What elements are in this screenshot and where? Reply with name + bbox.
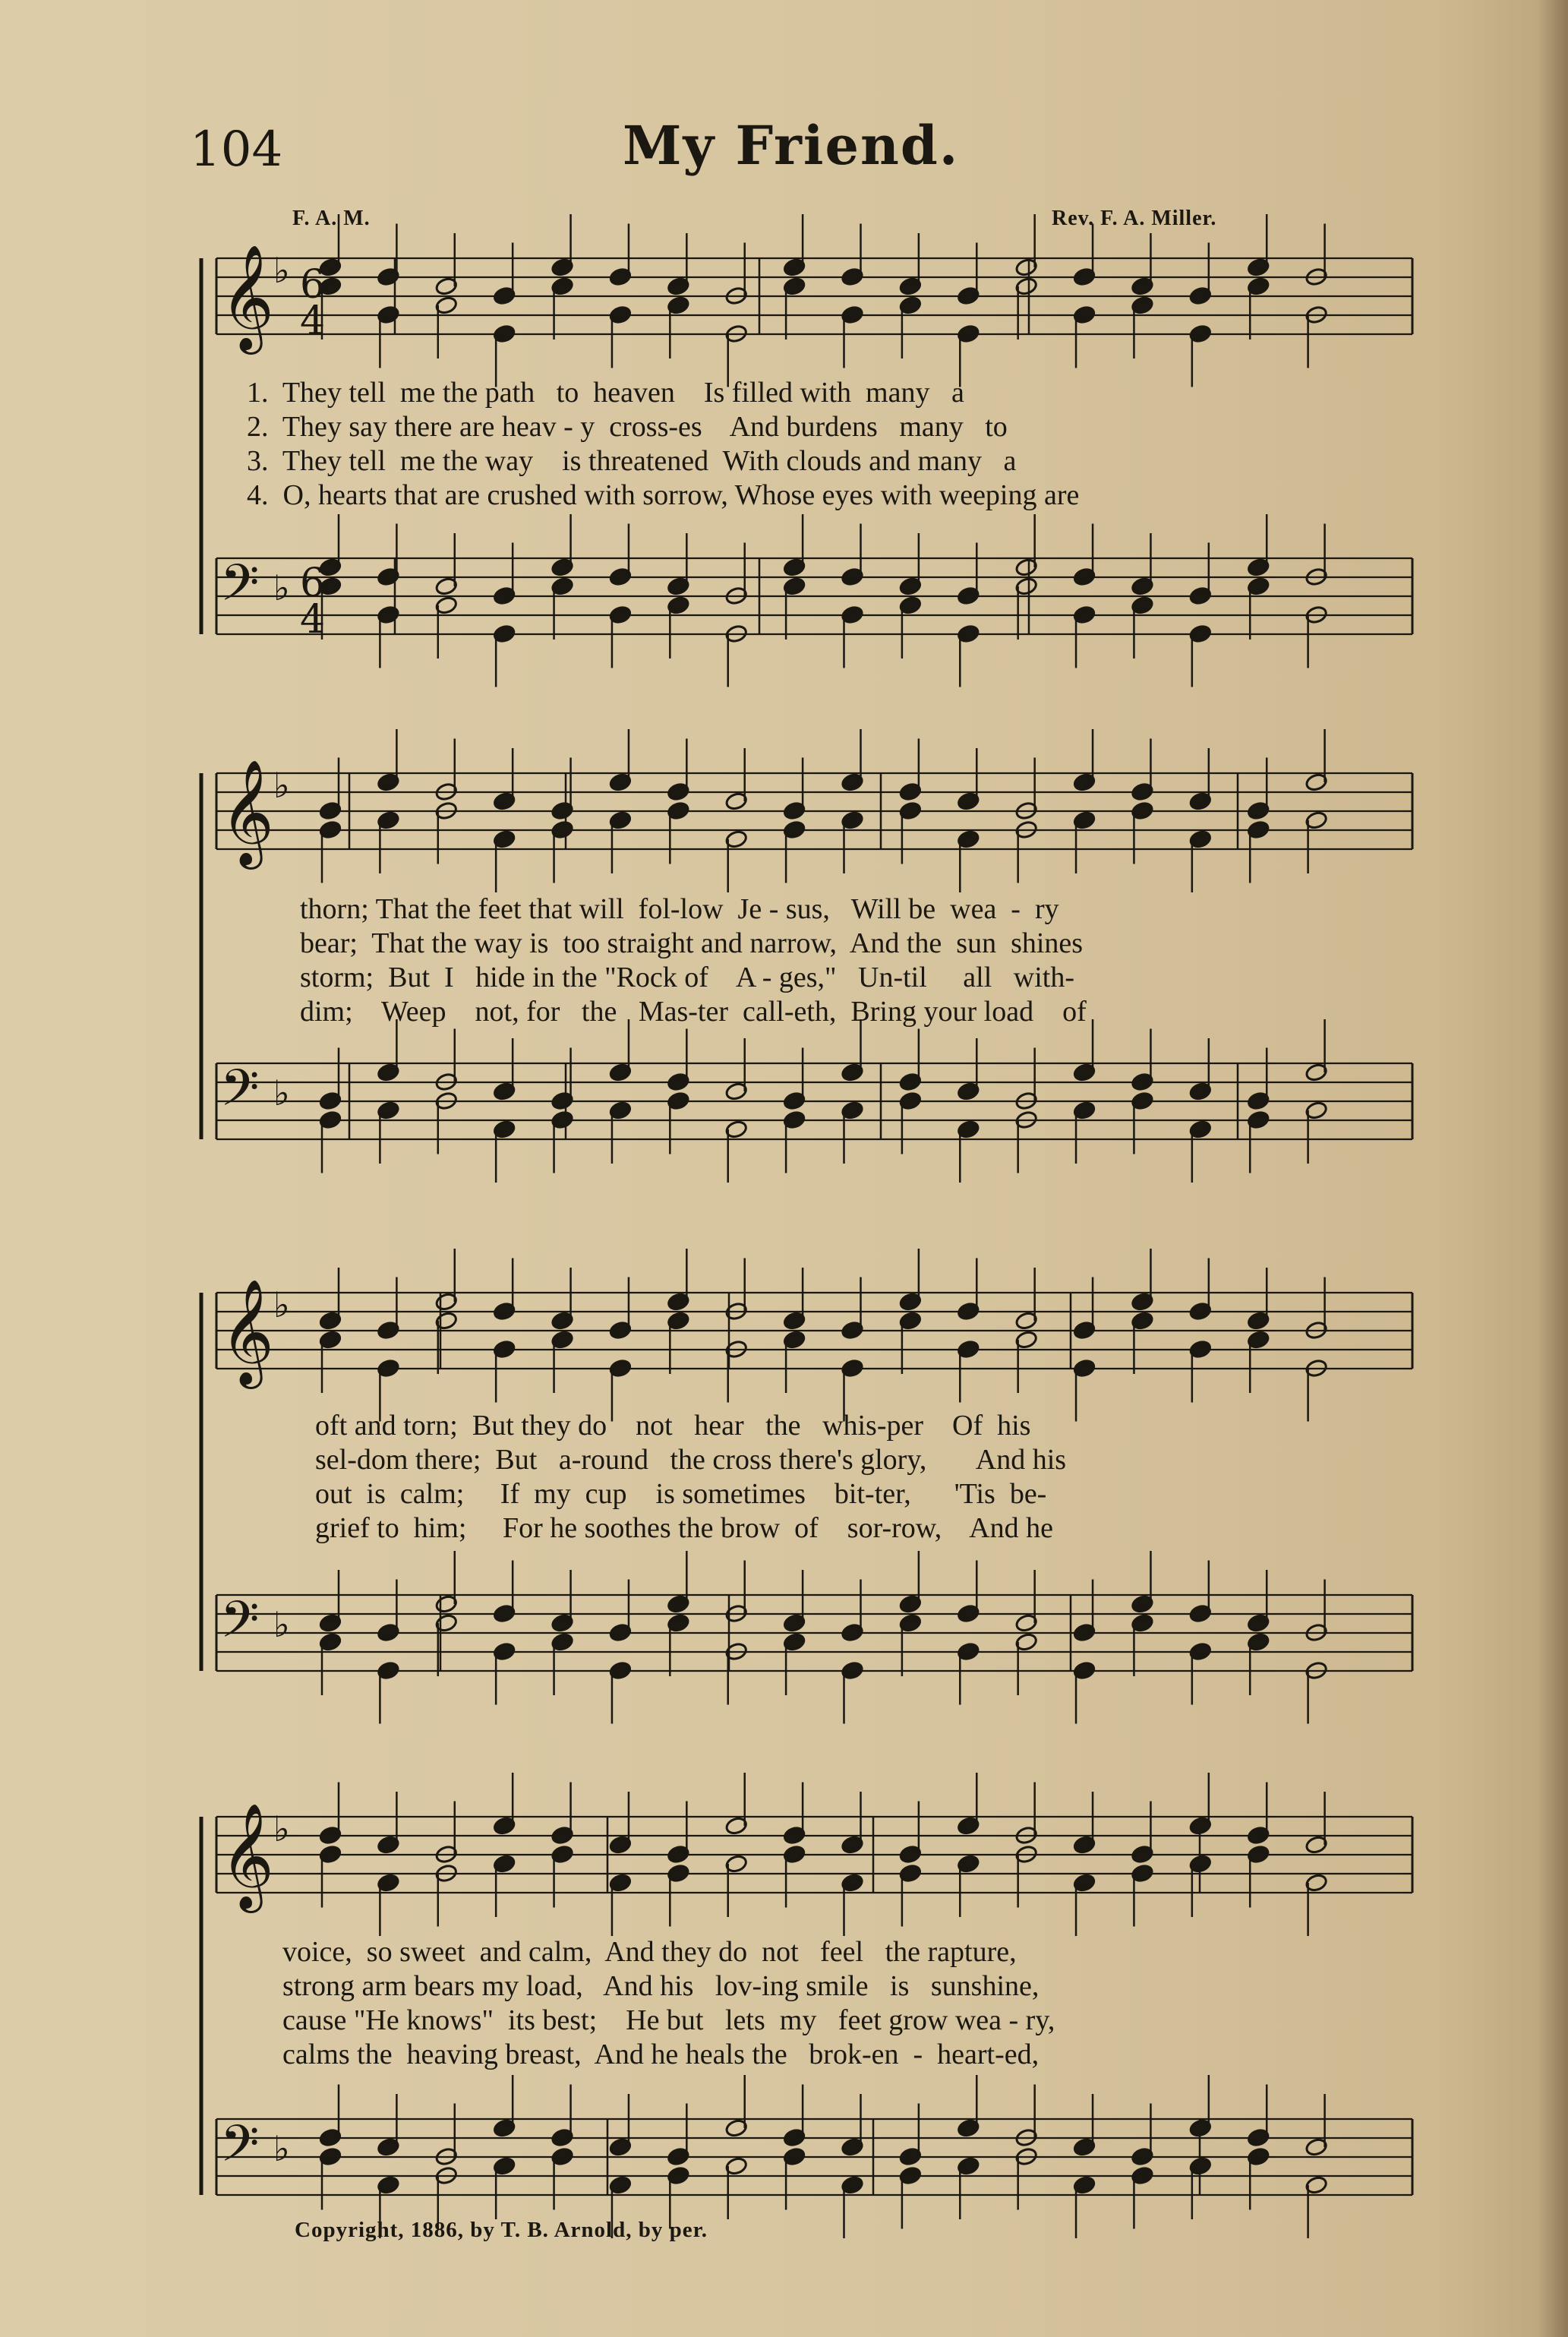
key-flat: ♭ <box>273 250 290 291</box>
verse-line: strong arm bears my load, And his lov-ing smile is sunshine, <box>282 1970 1040 2002</box>
verse-line: dim; Weep not, for the Mas-ter call-eth, Bring your load of <box>300 996 1087 1028</box>
treble-clef: 𝄞 <box>220 245 274 350</box>
lyricist-credit: F. A. M. <box>292 207 371 230</box>
key-flat: ♭ <box>273 765 290 806</box>
key-flat: ♭ <box>273 1808 290 1849</box>
key-flat: ♭ <box>273 1284 290 1325</box>
verse-line: 4. O, hearts that are crushed with sorrow, Whose eyes with weeping are <box>247 479 1080 511</box>
time-signature-bottom: 4 <box>300 298 326 344</box>
treble-clef: 𝄞 <box>220 1803 274 1909</box>
treble-clef: 𝄞 <box>220 760 274 865</box>
copyright-notice: Copyright, 1886, by T. B. Arnold, by per. <box>295 2218 708 2242</box>
time-signature-top: 6 <box>300 561 326 606</box>
verse-line: thorn; That the feet that will fol-low Je - sus, Will be wea - ry <box>300 893 1059 925</box>
verse-line: calms the heaving breast, And he heals the brok-en - heart-ed, <box>282 2039 1040 2070</box>
verse-line: sel-dom there; But a-round the cross there's glory, And his <box>315 1444 1067 1476</box>
page-number: 104 <box>190 122 283 178</box>
treble-clef: 𝄞 <box>220 1279 274 1385</box>
verse-line: 3. They tell me the way is threatened With clouds and many a <box>247 445 1017 477</box>
verse-line: 2. They say there are heav - y cross-es And burdens many to <box>247 411 1008 443</box>
bass-clef: 𝄢 <box>220 2114 260 2185</box>
hymn-title: My Friend. <box>623 114 960 177</box>
verse-line: 1. They tell me the path to heaven Is filled with many a <box>247 377 964 409</box>
key-flat: ♭ <box>273 2128 290 2169</box>
time-signature-top: 6 <box>300 262 326 308</box>
verse-line: storm; But I hide in the "Rock of A - ges," Un-til all with- <box>300 962 1074 993</box>
time-signature-bottom: 4 <box>300 597 326 643</box>
bass-clef: 𝄢 <box>220 554 260 624</box>
key-flat: ♭ <box>273 1072 290 1113</box>
verse-line: cause "He knows" its best; He but lets my feet grow wea - ry, <box>282 2004 1055 2036</box>
verse-line: out is calm; If my cup is sometimes bit-ter, 'Tis be- <box>315 1478 1047 1510</box>
bass-clef: 𝄢 <box>220 1059 260 1129</box>
composer-credit: Rev. F. A. Miller. <box>1052 207 1217 230</box>
bass-clef: 𝄢 <box>220 1590 260 1661</box>
verse-line: grief to him; For he soothes the brow of sor-row, And he <box>315 1512 1053 1544</box>
verse-line: oft and torn; But they do not hear the whis-per Of his <box>315 1410 1031 1442</box>
key-flat: ♭ <box>273 1604 290 1645</box>
verse-line: bear; That the way is too straight and narrow, And the sun shines <box>300 927 1084 959</box>
verse-line: voice, so sweet and calm, And they do not feel the rapture, <box>282 1936 1017 1968</box>
key-flat: ♭ <box>273 567 290 608</box>
